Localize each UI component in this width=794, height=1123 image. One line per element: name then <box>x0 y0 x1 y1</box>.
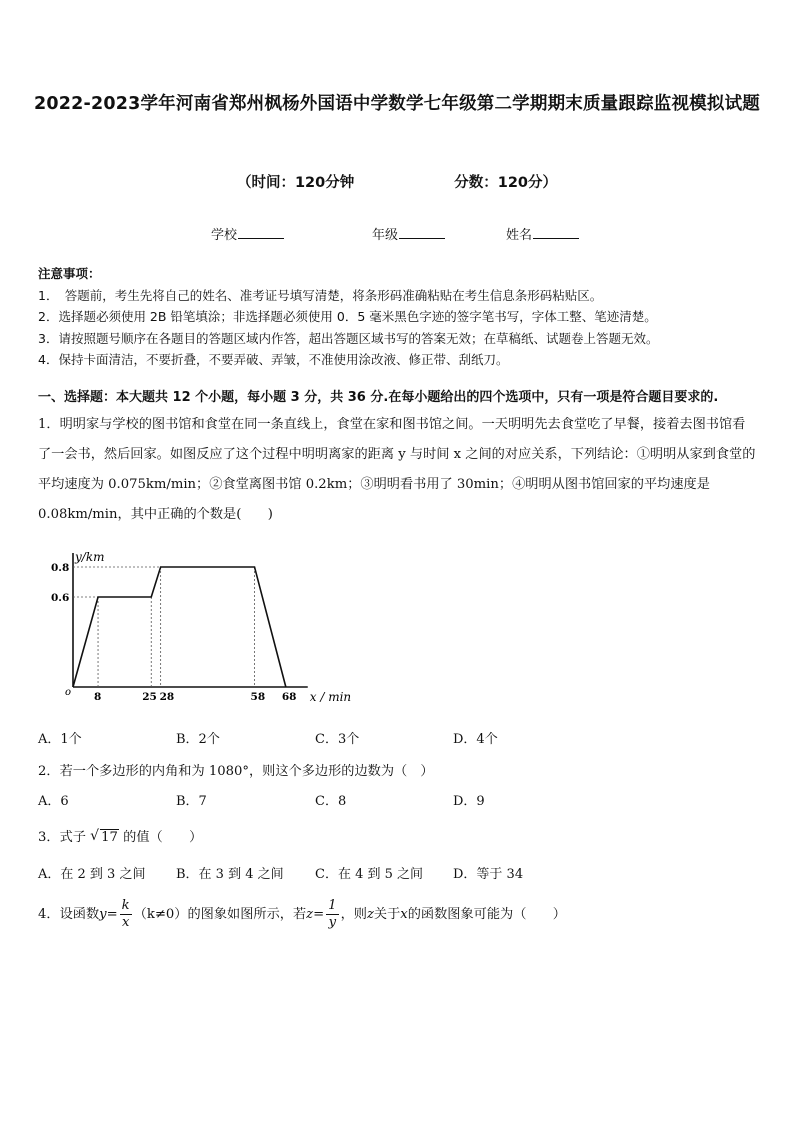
question-1-options <box>38 728 758 748</box>
q2-option-b[interactable]: B．7 <box>176 794 207 809</box>
section-heading: 一、选择题：本大题共 12 个小题，每小题 3 分，共 36 分.在每小题给出的四个选项中，只有一项是符合题目要求的. <box>38 390 719 405</box>
x-tick-label: 8 <box>94 691 102 703</box>
q1-option-a[interactable]: A．1个 <box>38 732 82 747</box>
notice-item: 1． 答题前，考生先将自己的姓名、准考证号填写清楚，将条形码准确粘贴在考生信息条形码粘贴区。 <box>38 287 603 303</box>
y-axis-label: y/km <box>75 550 105 564</box>
distance-series-line <box>73 567 286 687</box>
grade-field[interactable]: 年级 <box>372 224 445 243</box>
q2-option-d[interactable]: D．9 <box>453 794 485 809</box>
x-tick-label: 28 <box>159 691 175 703</box>
question-2-text: 2．若一个多边形的内角和为 1080°，则这个多边形的边数为（ ） <box>38 764 434 779</box>
notice-block <box>38 263 758 371</box>
notice-item: 2．选择题必须使用 2B 铅笔填涂；非选择题必须使用 0．5 毫米黑色字迹的签字笔书写，字体工整、笔迹清楚。 <box>38 309 657 324</box>
q1-option-c[interactable]: C．3个 <box>315 732 360 747</box>
time-info: （时间：120分钟 <box>236 175 355 191</box>
q3-option-c[interactable]: C．在 4 到 5 之间 <box>315 867 424 882</box>
sqrt-expression: √ 17 <box>90 828 118 845</box>
page-title: 2022-2023学年河南省郑州枫杨外国语中学数学七年级第二学期期末质量跟踪监视模拟试题 <box>34 94 760 114</box>
question-1-text: 1．明明家与学校的图书馆和食堂在同一条直线上，食堂在家和图书馆之间。一天明明先去食堂吃了早餐，接着去图书馆看了一会书，然后回家。如图反应了这个过程中明明离家的距离 y 与时间 x 之间的对应关系，下列结论：①明明从家到食堂的平均速度为 0.075km/min；②食堂离图书馆 0.2km；③明明看书用了 30min；④明明从图书馆回家的平均速度是 0.08km/min，其中正确的个数是( ) <box>38 417 756 522</box>
notice-item: 3．请按照题号顺序在各题目的答题区域内作答，超出答题区域书写的答案无效；在草稿纸、试题卷上答题无效。 <box>38 330 659 346</box>
distance-time-chart <box>38 545 352 710</box>
fraction-1-over-y: $\frac{1}{y}$ <box>328 898 337 930</box>
exam-info <box>0 171 794 192</box>
name-field[interactable]: 姓名 <box>506 224 579 243</box>
notice-item: 4．保持卡面清洁，不要折叠，不要弄破、弄皱，不准使用涂改液、修正带、刮纸刀。 <box>38 352 509 367</box>
x-tick-label: 25 <box>142 691 157 703</box>
question-3-text: 3．式子 √ 17 的值（ ） <box>38 828 203 845</box>
x-tick-label: 58 <box>250 691 266 703</box>
x-tick-label: 68 <box>281 691 297 703</box>
q3-option-a[interactable]: A．在 2 到 3 之间 <box>38 867 146 882</box>
x-axis-label: x / min <box>309 690 352 704</box>
question-2-options <box>38 790 758 810</box>
score-info: 分数：120分） <box>454 175 558 191</box>
question-3-options <box>38 863 758 883</box>
q2-option-a[interactable]: A．6 <box>38 794 69 809</box>
q1-option-d[interactable]: D．4个 <box>453 732 498 747</box>
q3-option-b[interactable]: B．在 3 到 4 之间 <box>176 867 284 882</box>
q1-graph <box>38 545 352 710</box>
fraction-k-over-x: $\frac{k}{x}$ <box>121 898 130 930</box>
notice-heading: 注意事项： <box>38 266 101 281</box>
question-4-text: 4．设函数y= $\frac{k}{x}$ （k≠0）的图象如图所示，若z= $\frac{1}{y}$ ，则z关于x的函数图象可能为（ ） <box>38 898 566 930</box>
y-tick-label: 0.6 <box>51 592 70 604</box>
q1-option-b[interactable]: B．2个 <box>176 732 220 747</box>
q2-option-c[interactable]: C．8 <box>315 794 347 809</box>
y-tick-label: 0.8 <box>51 562 70 574</box>
q3-option-d[interactable]: D．等于 34 <box>453 867 524 882</box>
origin-label: o <box>65 687 72 698</box>
school-field[interactable]: 学校 <box>211 224 284 243</box>
